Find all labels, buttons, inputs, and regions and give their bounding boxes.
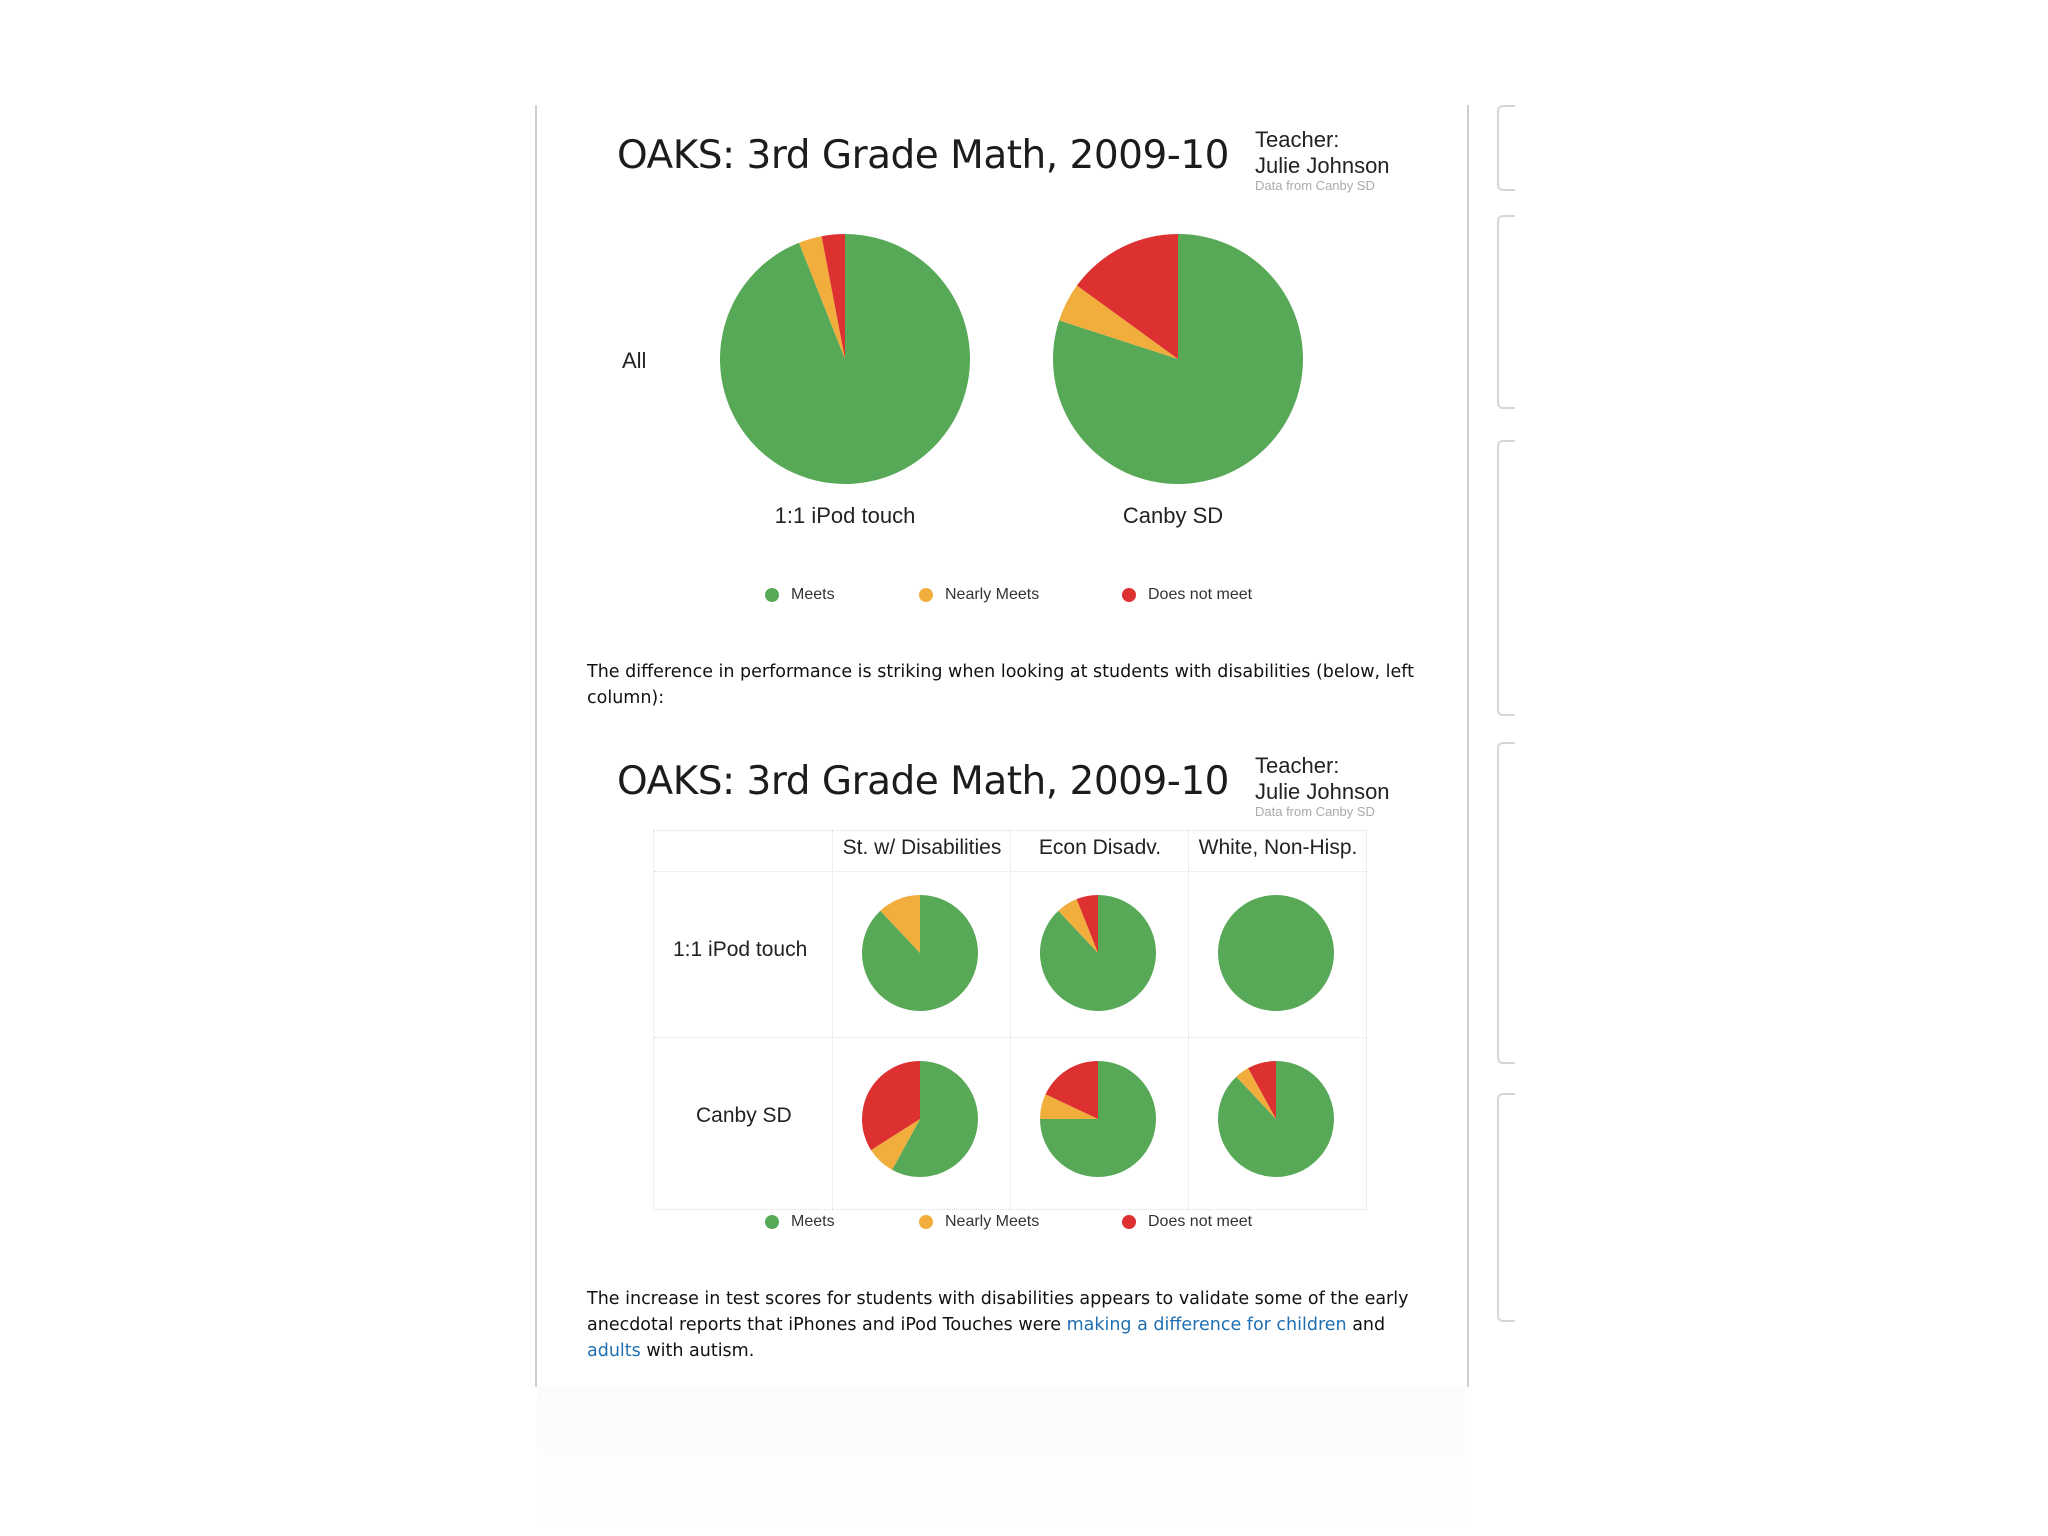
pie-chart-fig1-canby <box>1053 234 1303 484</box>
legend-item-nearly <box>919 1213 1122 1231</box>
pie-chart-canby-white <box>1218 1061 1334 1177</box>
teacher-name: Julie Johnson <box>1255 153 1390 178</box>
legend-item-nearly <box>919 586 1122 604</box>
legend-label: Does not meet <box>1148 1213 1253 1230</box>
paragraph-text: and <box>1346 1315 1386 1335</box>
grid-divider <box>654 871 1366 872</box>
link-children[interactable]: making a difference for children <box>1066 1315 1347 1335</box>
grid-divider <box>1188 831 1189 1209</box>
teacher-label: Teacher: <box>1255 127 1340 152</box>
teacher-label: Teacher: <box>1255 753 1340 778</box>
legend-item-meets <box>765 1213 919 1231</box>
grid-divider <box>1010 831 1011 1209</box>
legend-item-not-meet <box>1122 586 1252 604</box>
legend-swatch-nearly <box>919 1215 933 1229</box>
legend-label: Meets <box>791 1213 835 1230</box>
pie-chart-canby-econ <box>1040 1061 1156 1177</box>
legend-label: Nearly Meets <box>945 586 1040 603</box>
pie-caption-ipod: 1:1 iPod touch <box>774 503 916 528</box>
link-adults[interactable]: adults <box>587 1341 641 1361</box>
figure-2-teacher <box>1255 753 1390 819</box>
legend-label: Does not meet <box>1148 586 1253 603</box>
data-source: Data from Canby SD <box>1255 178 1375 193</box>
figure-2-title: OAKS: 3rd Grade Math, 2009-10 <box>617 759 1229 804</box>
article-paragraph-2 <box>587 1286 1417 1364</box>
pie-slice-meets <box>1218 895 1334 1011</box>
column-header: St. w/ Disabilities <box>842 836 1002 859</box>
paragraph-text: The increase in test scores for students with disabilities appears to validate some of the early anecdotal reports that iPhones and iPod Touches were <box>587 1289 1409 1335</box>
side-tab <box>1497 1093 1515 1322</box>
side-tab <box>1497 105 1515 191</box>
row-label-all: All <box>622 348 647 373</box>
row-label-ipod: 1:1 iPod touch <box>673 938 808 961</box>
legend <box>765 586 1252 604</box>
grid-divider <box>832 831 833 1209</box>
teacher-name: Julie Johnson <box>1255 779 1390 804</box>
legend-label: Meets <box>791 586 835 603</box>
legend-swatch-not-meet <box>1122 588 1136 602</box>
side-tab <box>1497 215 1515 409</box>
legend-swatch-meets <box>765 588 779 602</box>
row-label-canby: Canby SD <box>696 1104 792 1127</box>
side-tab <box>1497 742 1515 1064</box>
pie-chart-canby-disabilities <box>862 1061 978 1177</box>
side-tab <box>1497 440 1515 716</box>
grid-divider <box>654 1037 1366 1038</box>
paragraph-text: with autism. <box>640 1341 755 1361</box>
column-header: Econ Disadv. <box>1038 836 1162 859</box>
legend-swatch-not-meet <box>1122 1215 1136 1229</box>
legend-label: Nearly Meets <box>945 1213 1040 1230</box>
column-header: White, Non-Hisp. <box>1198 836 1358 859</box>
pie-chart-ipod-econ <box>1040 895 1156 1011</box>
pie-chart-ipod-disabilities <box>862 895 978 1011</box>
page-bottom-fade <box>537 1387 1465 1536</box>
pie-caption-canby: Canby SD <box>1122 503 1224 528</box>
article-paragraph-1: The difference in performance is striking when looking at students with disabilities (below, left column): <box>587 662 1415 708</box>
legend <box>765 1213 1252 1231</box>
legend-swatch-meets <box>765 1215 779 1229</box>
legend-item-meets <box>765 586 919 604</box>
data-source: Data from Canby SD <box>1255 804 1375 819</box>
article-column <box>535 105 1469 1387</box>
legend-item-not-meet <box>1122 1213 1252 1231</box>
legend-swatch-nearly <box>919 588 933 602</box>
pie-chart-ipod-white <box>1218 895 1334 1011</box>
figure-1-teacher <box>1255 127 1390 193</box>
figure-1-title: OAKS: 3rd Grade Math, 2009-10 <box>617 133 1229 178</box>
pie-chart-fig1-ipod <box>720 234 970 484</box>
